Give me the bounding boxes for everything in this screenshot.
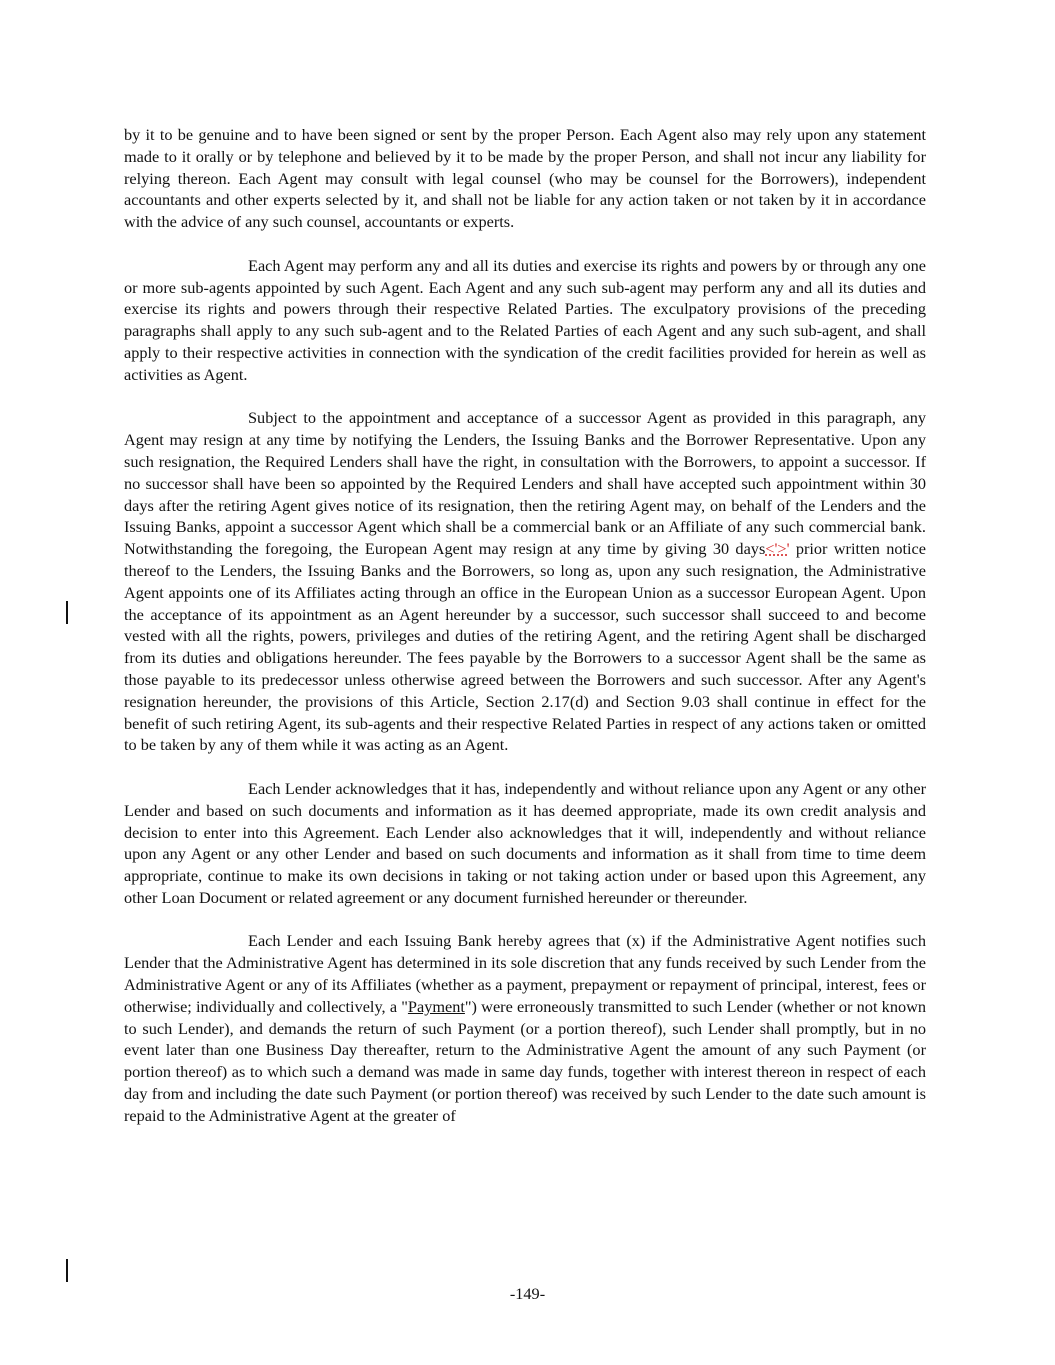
- page-body: [124, 124, 926, 1148]
- paragraph-resignation: [124, 407, 926, 756]
- resignation-text-end: prior written notice thereof to the Lenders, the Issuing Banks and the Borrowers, so long as, upon any such resignation, the Administrative Agent appoints one of its Affiliates acting through an office in the European Union as a successor European Agent. Upon the acceptance of its appointment as an Agent hereunder by a successor, such successor shall succeed to and become vested with all the rights, powers, privileges and duties of the retiring Agent, and the retiring Agent shall be discharged from its duties and obligations hereunder. The fees payable by the Borrowers to a successor Agent shall be the same as those payable to its predecessor unless otherwise agreed between the Borrowers and such successor. After any Agent's resignation hereunder, the provisions of this Article, Section 2.17(d) and Section 9.03 shall continue in effect for the benefit of such retiring Agent, its sub-agents and their respective Related Parties in respect of any actions taken or omitted to be taken by any of them while it was acting as an Agent.: [124, 539, 926, 755]
- paragraph-reliance: by it to be genuine and to have been signed or sent by the proper Person. Each Agent also may rely upon any statement made to it orally or by telephone and believed by it to be made by the proper Person, and shall not incur any liability for relying thereon. Each Agent may consult with legal counsel (who may be counsel for the Borrowers), independent accountants and other experts selected by it, and shall not be liable for any action taken or not taken by it in accordance with the advice of any such counsel, accountants or experts.: [124, 125, 926, 232]
- page-number: -149-: [509, 1284, 546, 1303]
- redline-deletion-mark: <'>': [765, 539, 790, 559]
- resignation-text-start: Subject to the appointment and acceptance of a successor Agent as provided in this paragraph, any Agent may resign at any time by notifying the Lenders, the Issuing Banks and the Borrower Representative. Upon any such resignation, the Required Lenders shall have the right, in consultation with the Borrowers, to appoint a successor. If no successor shall have been so appointed by the Required Lenders and shall have accepted such appointment within 30 days after the retiring Agent gives notice of its resignation, then the retiring Agent may, on behalf of the Lenders and the Issuing Banks, appoint a successor Agent which shall be a commercial bank or an Affiliate of any such commercial bank. Notwithstanding the foregoing, the European Agent may resign at any time by giving 30 days: [124, 408, 926, 559]
- paragraph-erroneous-payment: [124, 930, 926, 1126]
- change-bar: [66, 1259, 68, 1282]
- defined-term-payment: Payment: [407, 996, 465, 1016]
- payment-text-start: Each Lender and each Issuing Bank hereby agrees that (x) if the Administrative Agent notifies such Lender that the Administrative Agent has determined in its sole discretion that any funds received by such Lender from the Administrative Agent or any of its Affiliates (whether as a payment, prepayment or repayment of principal, interest, fees or otherwise; individually and collectively, a ": [124, 931, 926, 1016]
- paragraph-sub-agents: Each Agent may perform any and all its duties and exercise its rights and powers by or through any one or more sub-agents appointed by such Agent. Each Agent and any such sub-agent may perform any and all its duties and exercise its rights and powers through their respective Related Parties. The exculpatory provisions of the preceding paragraphs shall apply to any such sub-agent and to the Related Parties of each Agent and any such sub-agent, and shall apply to their respective activities in connection with the syndication of the credit facilities provided for herein as well as activities as Agent.: [124, 255, 926, 384]
- paragraph-lender-acknowledgment: Each Lender acknowledges that it has, independently and without reliance upon any Agent or any other Lender and based on such documents and information as it has deemed appropriate, made its own credit analysis and decision to enter into this Agreement. Each Lender also acknowledges that it will, independently and without reliance upon any Agent or any other Lender and based on such documents and information as it shall from time to time deem appropriate, continue to make its own decisions in taking or not taking action under or based upon this Agreement, any other Loan Document or related agreement or any document furnished hereunder or thereunder.: [124, 778, 926, 907]
- change-bar: [66, 601, 68, 624]
- payment-text-end: ") were erroneously transmitted to such Lender (whether or not known to such Lender), and demands the return of such Payment (or a portion thereof), such Lender shall promptly, but in no event later than one Business Day thereafter, return to the Administrative Agent the amount of any such Payment (or portion thereof) as to which such a demand was made in same day funds, together with interest thereon in respect of each day from and including the date such Payment (or portion thereof) was received by such Lender to the date such amount is repaid to the Administrative Agent at the greater of: [124, 996, 927, 1125]
